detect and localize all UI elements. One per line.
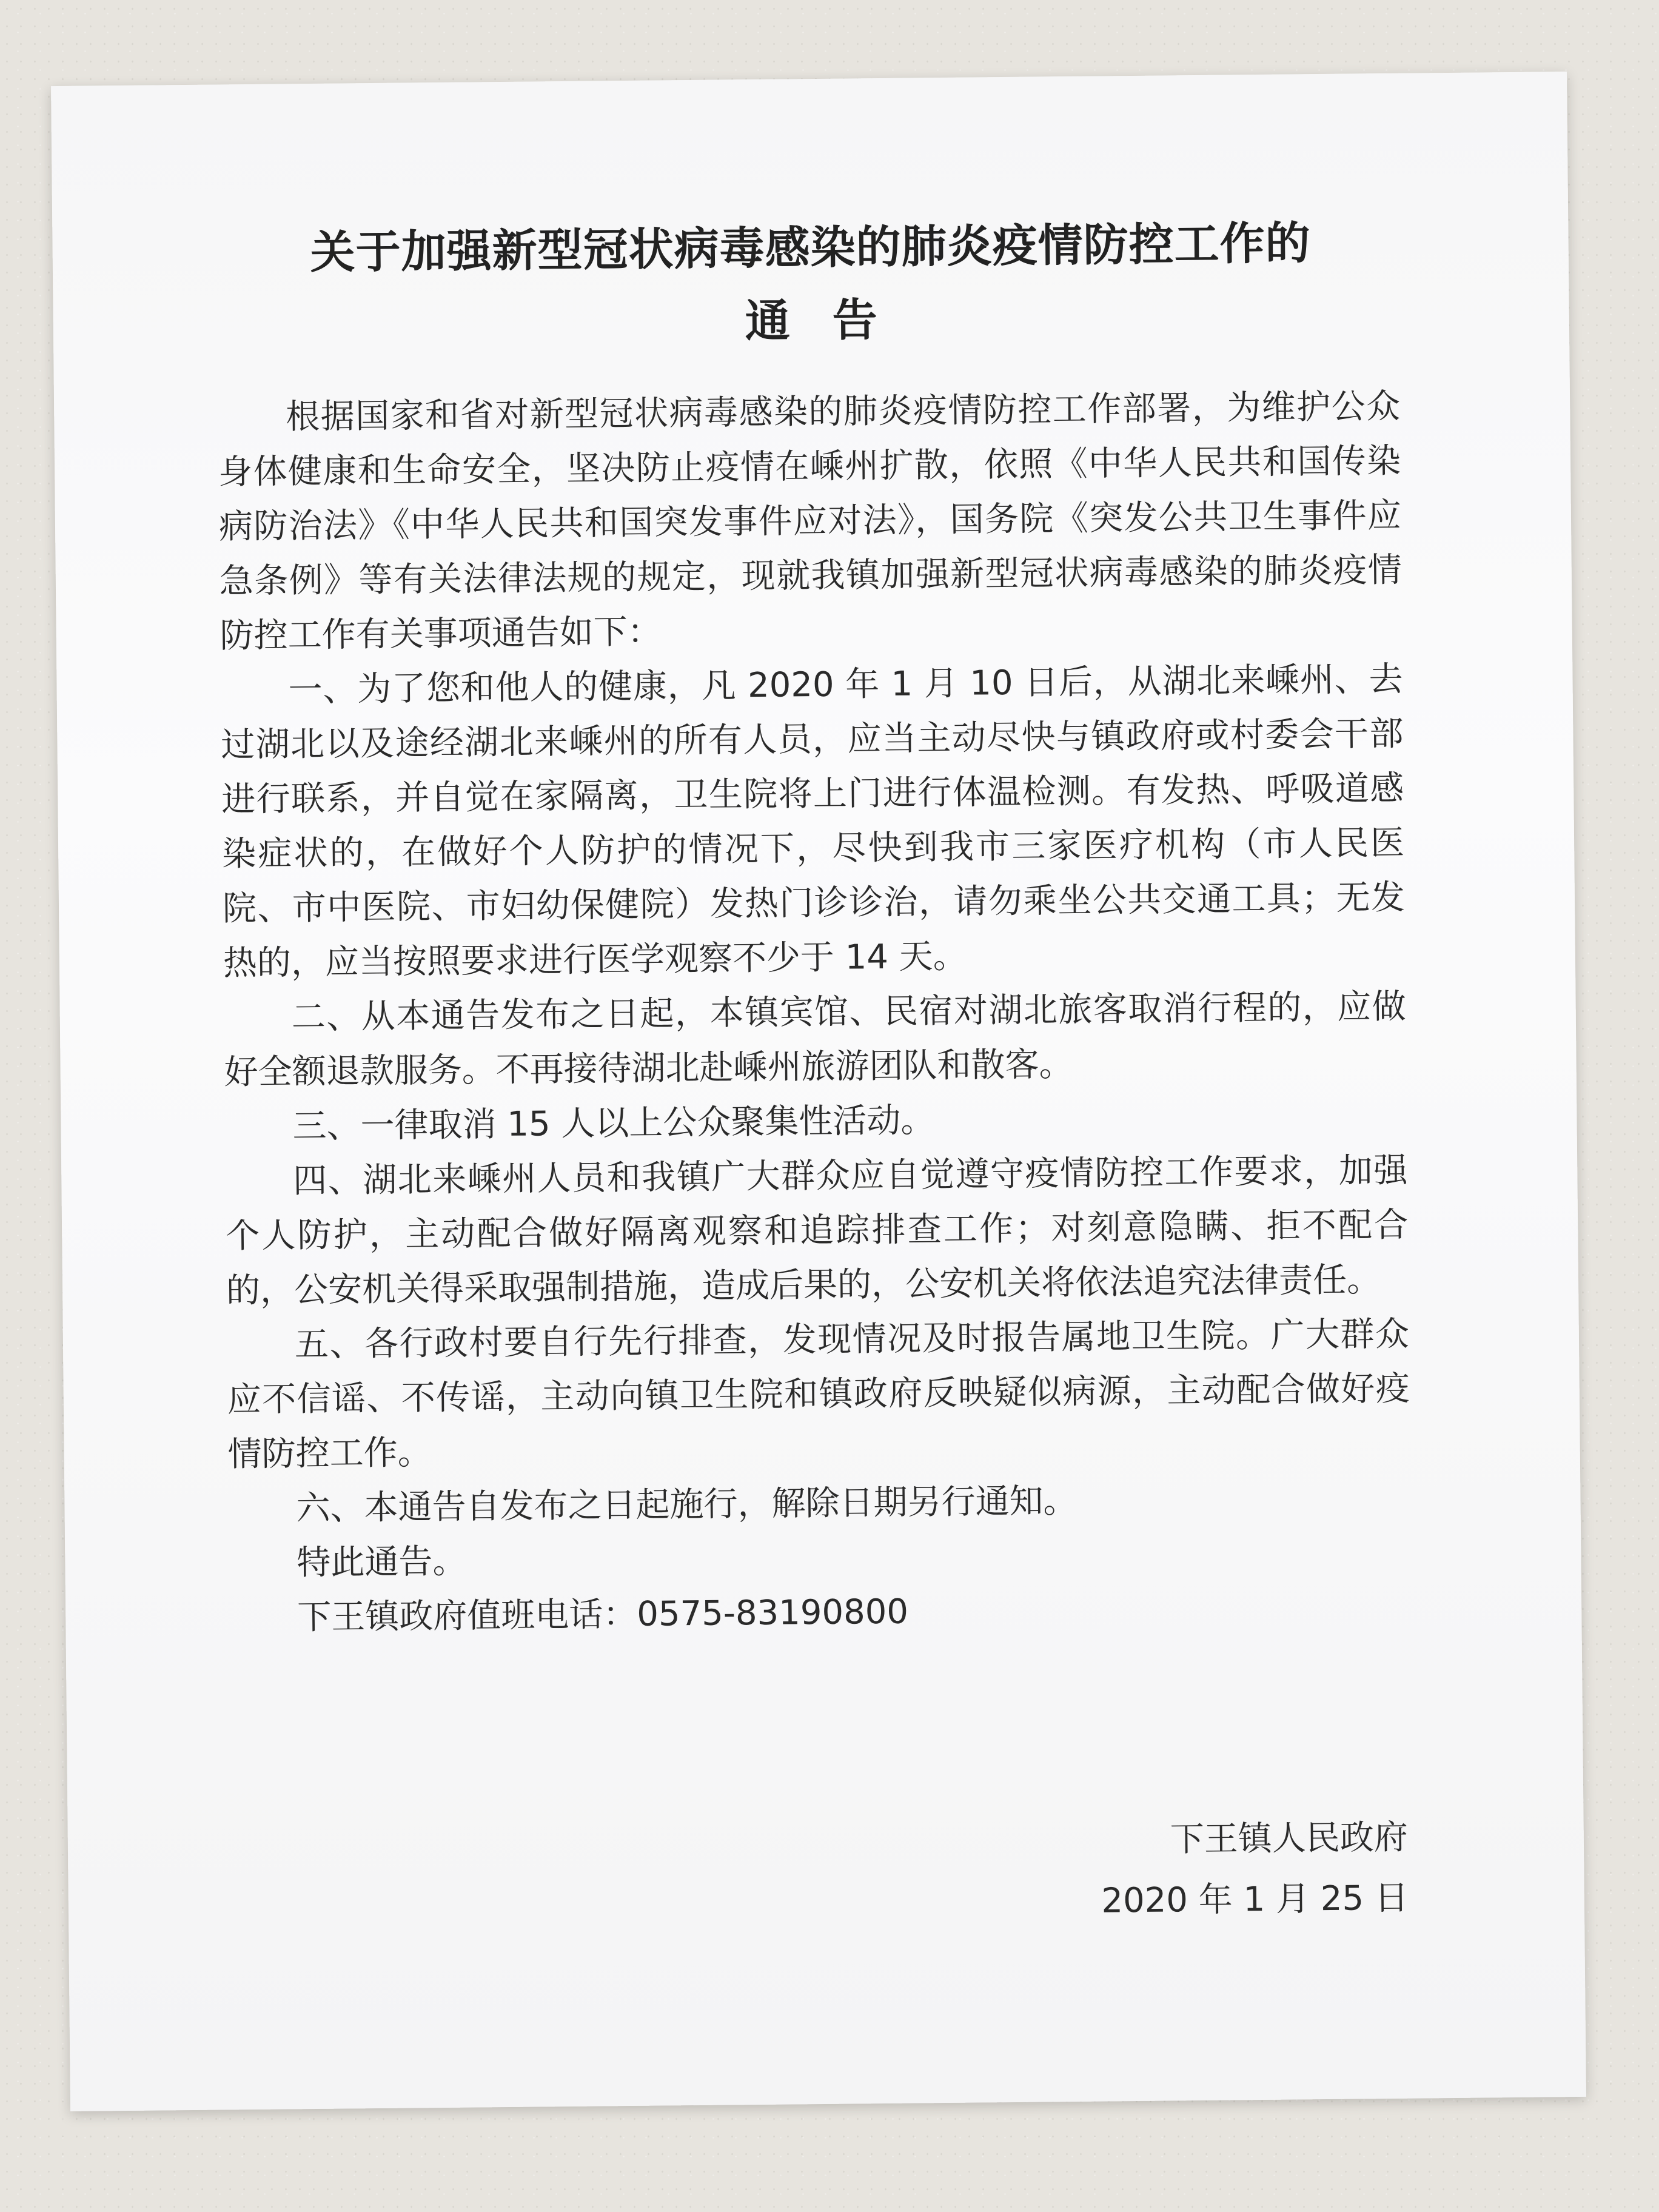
clause-6: 六、本通告自发布之日起施行，解除日期另行通知。 [296, 1481, 1078, 1529]
clause-3: 三、一律取消 15 人以上公众聚集性活动。 [292, 1101, 935, 1147]
closing-line: 特此通告。 [297, 1541, 467, 1583]
hotline-line: 下王镇政府值班电话：0575-83190800 [297, 1592, 909, 1638]
signature-block [1101, 1808, 1409, 1932]
notice-paper [51, 72, 1586, 2111]
intro-paragraph: 根据国家和省对新型冠状病毒感染的肺炎疫情防控工作部署，为维护公众身体健康和生命安全，坚决防止疫情在嵊州扩散，依照《中华人民共和国传染病防治法》《中华人民共和国突发事件应对法》，国务院《突发公共卫生事件应急条例》等有关法律法规的规定，现就我镇加强新型冠状病毒感染的肺炎疫情防控工作有关事项通告如下： [218, 386, 1403, 656]
clause-2: 二、从本通告发布之日起，本镇宾馆、民宿对湖北旅客取消行程的，应做好全额退款服务。不再接待湖北赴嵊州旅游团队和散客。 [224, 987, 1407, 1093]
notice-title-suffix: 通告 [745, 293, 920, 348]
issuer-name: 下王镇人民政府 [1170, 1817, 1409, 1860]
clause-5: 五、各行政村要自行先行排查，发现情况及时报告属地卫生院。广大群众应不信谣、不传谣，主动向镇卫生院和镇政府反映疑似病源，主动配合做好疫情防控工作。 [227, 1314, 1410, 1475]
notice-title: 关于加强新型冠状病毒感染的肺炎疫情防控工作的 [310, 217, 1312, 279]
clause-1: 一、为了您和他人的健康，凡 2020 年 1 月 10 日后，从湖北来嵊州、去过湖北以及途经湖北来嵊州的所有人员，应当主动尽快与镇政府或村委会干部进行联系，并自觉在家隔离，卫生院将上门进行体温检测。有发热、呼吸道感染症状的，在做好个人防护的情况下，尽快到我市三家医疗机构（市人民医院、市中医院、市妇幼保健院）发热门诊诊治，请勿乘坐公共交通工具；无发热的，应当按照要求进行医学观察不少于 14 天。 [221, 659, 1406, 984]
issue-date: 2020 年 1 月 25 日 [1101, 1878, 1409, 1921]
notice-body [218, 380, 1412, 1646]
clause-4: 四、湖北来嵊州人员和我镇广大群众应自觉遵守疫情防控工作要求，加强个人防护，主动配合做好隔离观察和追踪排查工作；对刻意隐瞒、拒不配合的，公安机关得采取强制措施，造成后果的，公安机关将依法追究法律责任。 [225, 1150, 1409, 1311]
